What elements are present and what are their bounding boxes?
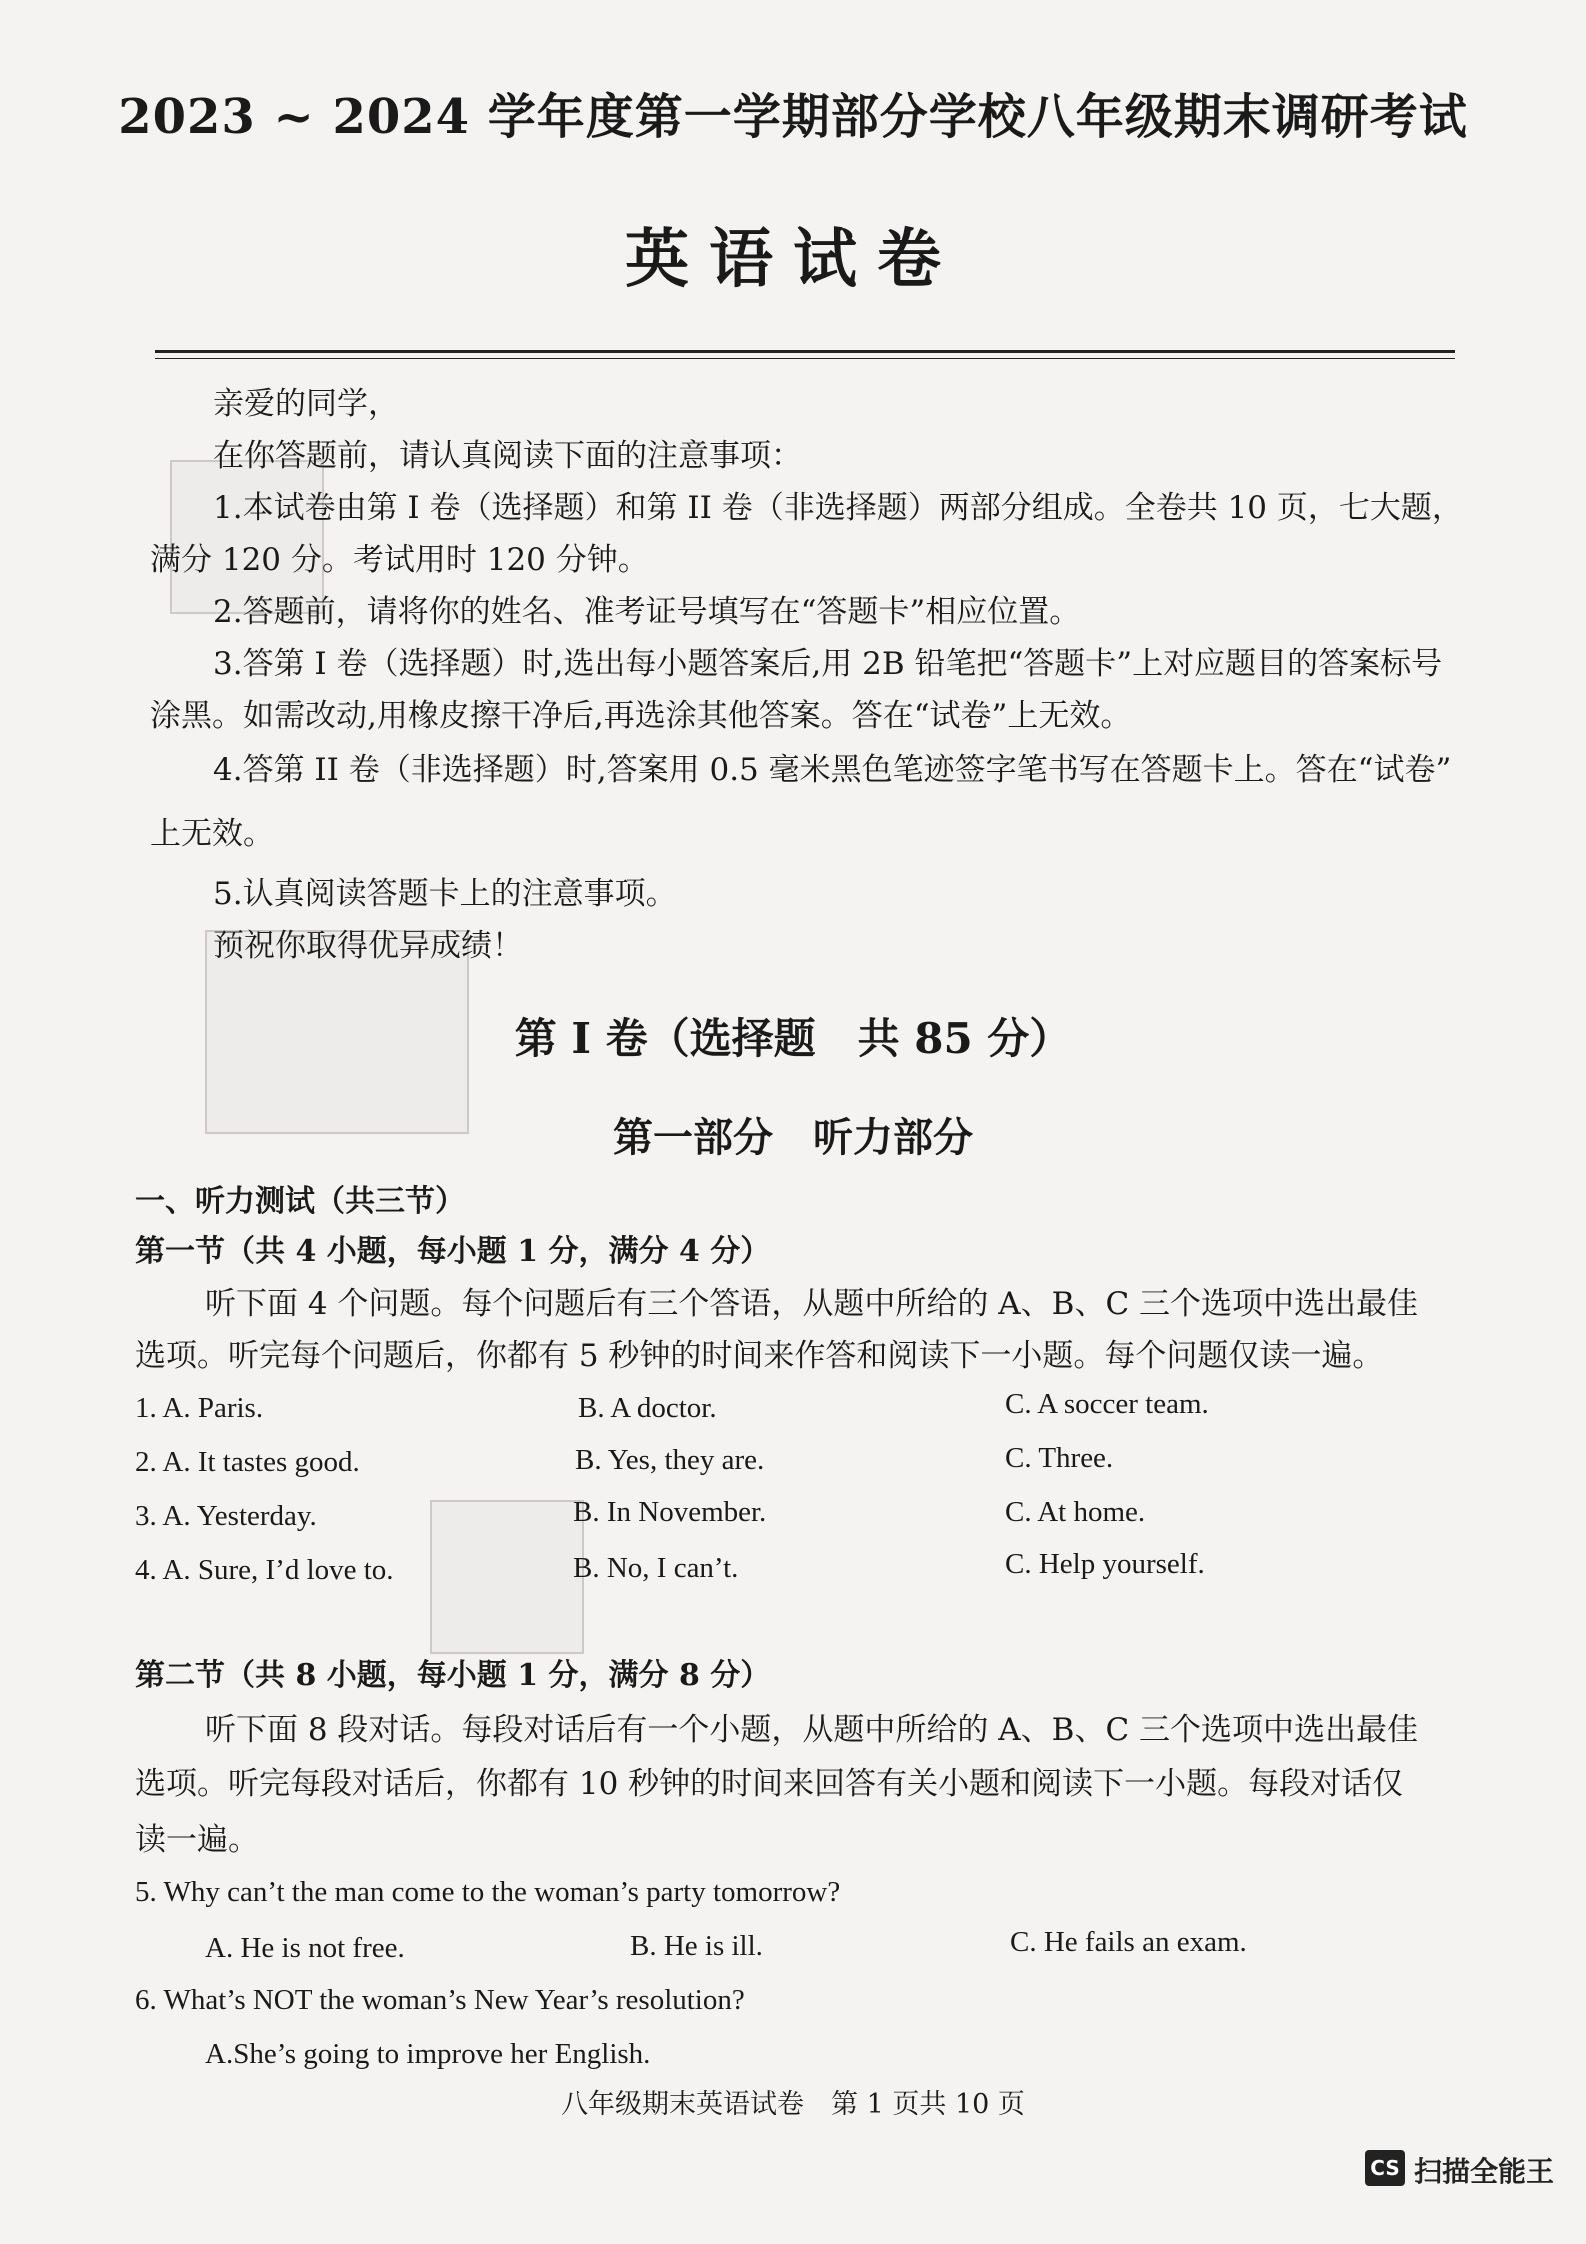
notice-item-5: 5.认真阅读答题卡上的注意事项。: [213, 876, 677, 912]
q5-stem: 5. Why can’t the man come to the woman’s party tomorrow?: [135, 1876, 841, 1908]
part-1-title: 第一部分 听力部分: [613, 1114, 973, 1161]
section-1-instructions: 听下面 4 个问题。每个问题后有三个答语，从题中所给的 A、B、C 三个选项中选出最佳: [205, 1286, 1419, 1322]
q1-option-b: B. A doctor.: [578, 1392, 717, 1424]
notice-item-4-cont: 上无效。: [150, 816, 274, 852]
header-rule: [155, 350, 1455, 353]
section-2-instructions-end: 读一遍。: [135, 1822, 259, 1858]
camscanner-logo-icon: CS: [1365, 2150, 1405, 2186]
section-2-title: 第二节（共 8 小题，每小题 1 分，满分 8 分）: [135, 1658, 771, 1693]
q5-option-b: B. He is ill.: [630, 1930, 763, 1962]
notice-wish: 预祝你取得优异成绩！: [213, 928, 523, 964]
notice-intro: 在你答题前，请认真阅读下面的注意事项：: [213, 438, 802, 474]
notice-item-4: 4.答第 II 卷（非选择题）时,答案用 0.5 毫米黑色笔迹签字笔书写在答题卡上。答在“试卷”: [213, 752, 1452, 788]
exam-subtitle: 英语试卷: [625, 222, 961, 297]
section-2-instructions: 听下面 8 段对话。每段对话后有一个小题，从题中所给的 A、B、C 三个选项中选出最佳: [205, 1712, 1419, 1748]
q2-option-c: C. Three.: [1005, 1442, 1114, 1474]
exam-title: 2023 ~ 2024 学年度第一学期部分学校八年级期末调研考试: [118, 89, 1468, 145]
header-rule-thin: [155, 358, 1455, 359]
q4-option-c: C. Help yourself.: [1005, 1548, 1205, 1580]
notice-item-1-cont: 满分 120 分。考试用时 120 分钟。: [150, 542, 649, 578]
q4-option-a: 4. A. Sure, I’d love to.: [135, 1554, 394, 1586]
listening-heading: 一、听力测试（共三节）: [135, 1184, 465, 1219]
q5-option-a: A. He is not free.: [205, 1932, 405, 1964]
q6-option-a: A.She’s going to improve her English.: [205, 2038, 651, 2070]
q2-option-a: 2. A. It tastes good.: [135, 1446, 360, 1478]
section-1-title: 第一节（共 4 小题，每小题 1 分，满分 4 分）: [135, 1234, 771, 1269]
page-footer: 八年级期末英语试卷 第 1 页共 10 页: [561, 2089, 1025, 2120]
notice-item-1: 1.本试卷由第 I 卷（选择题）和第 II 卷（非选择题）两部分组成。全卷共 10 页，七大题，: [213, 490, 1463, 526]
q3-option-a: 3. A. Yesterday.: [135, 1500, 317, 1532]
camscanner-name: 扫描全能王: [1414, 2155, 1555, 2188]
q1-option-a: 1. A. Paris.: [135, 1392, 264, 1424]
volume-1-title: 第 I 卷（选择题 共 85 分）: [514, 1014, 1072, 1063]
q2-option-b: B. Yes, they are.: [575, 1444, 765, 1476]
section-2-instructions-cont: 选项。听完每段对话后，你都有 10 秒钟的时间来回答有关小题和阅读下一小题。每段对话仅: [135, 1766, 1404, 1802]
section-1-instructions-cont: 选项。听完每个问题后，你都有 5 秒钟的时间来作答和阅读下一小题。每个问题仅读一遍。: [135, 1338, 1384, 1374]
notice-item-3-cont: 涂黑。如需改动,用橡皮擦干净后,再选涂其他答案。答在“试卷”上无效。: [150, 698, 1132, 734]
notice-item-2: 2.答题前，请将你的姓名、准考证号填写在“答题卡”相应位置。: [213, 594, 1081, 630]
q1-option-c: C. A soccer team.: [1005, 1388, 1209, 1420]
q5-option-c: C. He fails an exam.: [1010, 1926, 1247, 1958]
notice-greeting: 亲爱的同学，: [213, 386, 399, 422]
bleed-through-stamp: [430, 1500, 584, 1654]
q3-option-c: C. At home.: [1005, 1496, 1146, 1528]
q6-stem: 6. What’s NOT the woman’s New Year’s resolution?: [135, 1984, 745, 2016]
q4-option-b: B. No, I can’t.: [573, 1552, 739, 1584]
notice-item-3: 3.答第 I 卷（选择题）时,选出每小题答案后,用 2B 铅笔把“答题卡”上对应题目的答案标号: [213, 646, 1443, 682]
q3-option-b: B. In November.: [573, 1496, 767, 1528]
